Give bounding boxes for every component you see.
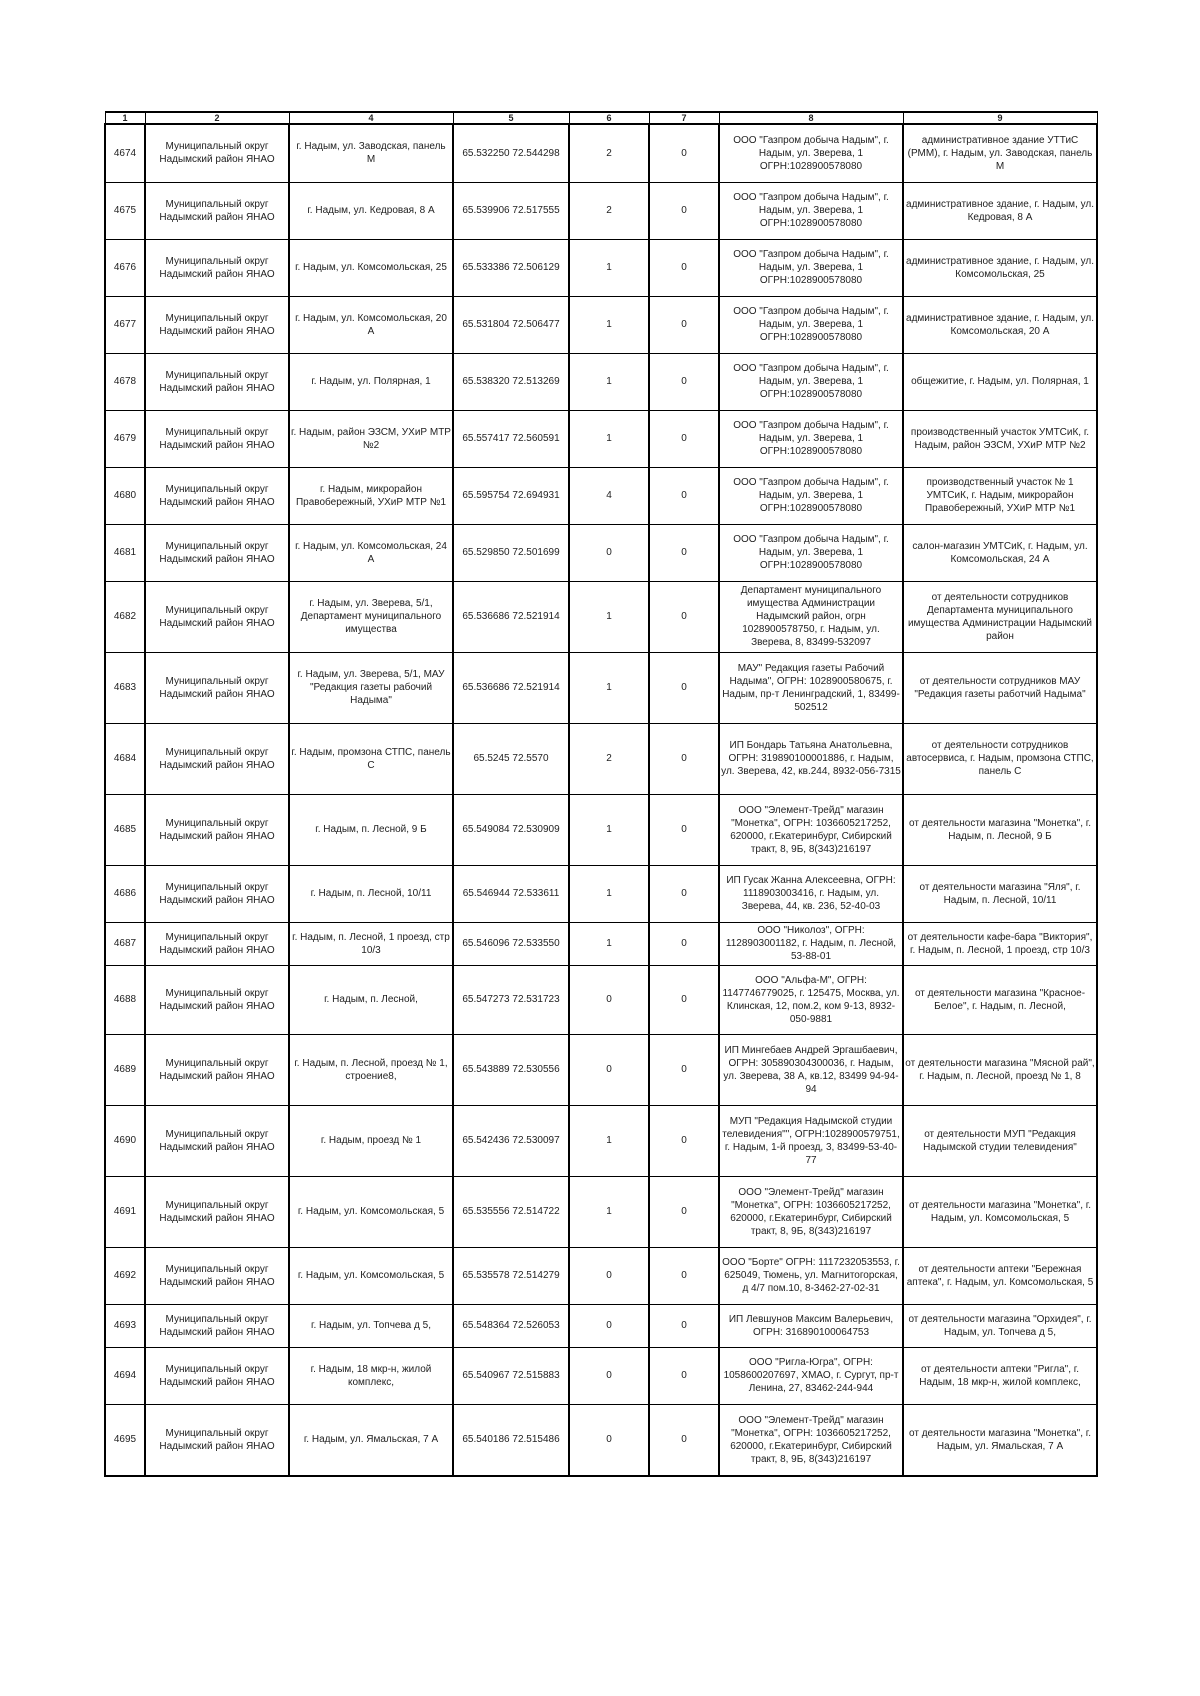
col-header-6: 6 xyxy=(569,112,649,124)
cell-address: г. Надым, ул. Комсомольская, 25 xyxy=(289,239,453,296)
cell-coordinates: 65.536686 72.521914 xyxy=(453,652,569,723)
cell-address: г. Надым, микрорайон Правобережный, УХиР МТР №1 xyxy=(289,467,453,524)
cell-col7: 0 xyxy=(649,239,719,296)
cell-district: Муниципальный округ Надымский район ЯНАО xyxy=(145,524,289,581)
cell-col7: 0 xyxy=(649,296,719,353)
cell-col7: 0 xyxy=(649,182,719,239)
cell-col7: 0 xyxy=(649,467,719,524)
table-row xyxy=(105,182,1097,239)
cell-source: от деятельности магазина "Яля", г. Надым, п. Лесной, 10/11 xyxy=(903,865,1097,922)
table-body xyxy=(105,124,1097,1476)
cell-number: 4684 xyxy=(105,723,145,794)
cell-source: от деятельности магазина "Монетка", г. Надым, ул. Комсомольская, 5 xyxy=(903,1176,1097,1247)
cell-number: 4695 xyxy=(105,1404,145,1476)
cell-col7: 0 xyxy=(649,794,719,865)
cell-district: Муниципальный округ Надымский район ЯНАО xyxy=(145,1247,289,1304)
cell-col6: 1 xyxy=(569,865,649,922)
table-row xyxy=(105,581,1097,652)
cell-address: г. Надым, п. Лесной, проезд № 1, строение8, xyxy=(289,1034,453,1105)
cell-number: 4688 xyxy=(105,965,145,1034)
table-row xyxy=(105,652,1097,723)
cell-owner: МУП "Редакция Надымской студии телевидения"", ОГРН:1028900579751, г. Надым, 1-й проезд, 3, 83499-53-40-77 xyxy=(719,1105,903,1176)
cell-col7: 0 xyxy=(649,1304,719,1347)
cell-district: Муниципальный округ Надымский район ЯНАО xyxy=(145,1347,289,1404)
cell-number: 4689 xyxy=(105,1034,145,1105)
cell-coordinates: 65.529850 72.501699 xyxy=(453,524,569,581)
cell-coordinates: 65.548364 72.526053 xyxy=(453,1304,569,1347)
col-header-9: 9 xyxy=(903,112,1097,124)
table-row xyxy=(105,794,1097,865)
table-row xyxy=(105,1176,1097,1247)
cell-coordinates: 65.547273 72.531723 xyxy=(453,965,569,1034)
cell-owner: ООО "Газпром добыча Надым", г. Надым, ул. Зверева, 1 ОГРН:1028900578080 xyxy=(719,410,903,467)
cell-address: г. Надым, ул. Комсомольская, 5 xyxy=(289,1176,453,1247)
cell-coordinates: 65.557417 72.560591 xyxy=(453,410,569,467)
cell-col6: 1 xyxy=(569,581,649,652)
cell-source: административное здание, г. Надым, ул. Комсомольская, 20 А xyxy=(903,296,1097,353)
cell-source: от деятельности сотрудников МАУ "Редакция газеты работчий Надыма" xyxy=(903,652,1097,723)
cell-address: г. Надым, ул. Заводская, панель М xyxy=(289,124,453,182)
table-row xyxy=(105,1347,1097,1404)
cell-col6: 0 xyxy=(569,1347,649,1404)
cell-owner: ИП Левшунов Максим Валерьевич, ОГРН: 316890100064753 xyxy=(719,1304,903,1347)
cell-col7: 0 xyxy=(649,1034,719,1105)
table-header xyxy=(105,112,1097,124)
cell-district: Муниципальный округ Надымский район ЯНАО xyxy=(145,1034,289,1105)
col-header-5: 5 xyxy=(453,112,569,124)
table-row xyxy=(105,1105,1097,1176)
table-row xyxy=(105,723,1097,794)
cell-source: производственный участок УМТСиК, г. Надым, район ЭЗСМ, УХиР МТР №2 xyxy=(903,410,1097,467)
cell-number: 4680 xyxy=(105,467,145,524)
cell-source: от деятельности сотрудников автосервиса, г. Надым, промзона СТПС, панель С xyxy=(903,723,1097,794)
cell-owner: ИП Бондарь Татьяна Анатольевна, ОГРН: 319890100001886, г. Надым, ул. Зверева, 42, кв.244, 8932-056-7315 xyxy=(719,723,903,794)
cell-coordinates: 65.538320 72.513269 xyxy=(453,353,569,410)
cell-source: от деятельности магазина "Мясной рай", г. Надым, п. Лесной, проезд № 1, 8 xyxy=(903,1034,1097,1105)
cell-col6: 1 xyxy=(569,353,649,410)
cell-number: 4690 xyxy=(105,1105,145,1176)
cell-owner: ИП Гусак Жанна Алексеевна, ОГРН: 1118903003416, г. Надым, ул. Зверева, 44, кв. 236, 52-40-03 xyxy=(719,865,903,922)
cell-district: Муниципальный округ Надымский район ЯНАО xyxy=(145,581,289,652)
cell-district: Муниципальный округ Надымский район ЯНАО xyxy=(145,239,289,296)
cell-district: Муниципальный округ Надымский район ЯНАО xyxy=(145,723,289,794)
cell-district: Муниципальный округ Надымский район ЯНАО xyxy=(145,124,289,182)
cell-col6: 2 xyxy=(569,182,649,239)
cell-col6: 1 xyxy=(569,239,649,296)
cell-col6: 1 xyxy=(569,652,649,723)
cell-coordinates: 65.546944 72.533611 xyxy=(453,865,569,922)
cell-number: 4686 xyxy=(105,865,145,922)
cell-coordinates: 65.595754 72.694931 xyxy=(453,467,569,524)
cell-owner: ООО "Газпром добыча Надым", г. Надым, ул. Зверева, 1 ОГРН:1028900578080 xyxy=(719,353,903,410)
cell-owner: ООО "Газпром добыча Надым", г. Надым, ул. Зверева, 1 ОГРН:1028900578080 xyxy=(719,124,903,182)
cell-owner: ООО "Ригла-Югра", ОГРН: 1058600207697, ХМАО, г. Сургут, пр-т Ленина, 27, 83462-244-944 xyxy=(719,1347,903,1404)
cell-owner: ООО "Элемент-Трейд" магазин "Монетка", ОГРН: 1036605217252, 620000, г.Екатеринбург, Сибирский тракт, 8, 9Б, 8(343)216197 xyxy=(719,1176,903,1247)
cell-coordinates: 65.535556 72.514722 xyxy=(453,1176,569,1247)
cell-owner: ООО "Борте" ОГРН: 1117232053553, г. 625049, Тюмень, ул. Магнитогорская, д 4/7 пом.10, 8-3462-27-02-31 xyxy=(719,1247,903,1304)
table-row xyxy=(105,1404,1097,1476)
cell-col6: 2 xyxy=(569,723,649,794)
cell-coordinates: 65.540967 72.515883 xyxy=(453,1347,569,1404)
cell-address: г. Надым, 18 мкр-н, жилой комплекс, xyxy=(289,1347,453,1404)
cell-col6: 0 xyxy=(569,1034,649,1105)
table-row xyxy=(105,1247,1097,1304)
cell-source: от деятельности кафе-бара "Виктория", г. Надым, п. Лесной, 1 проезд, стр 10/3 xyxy=(903,922,1097,965)
cell-coordinates: 65.5245 72.5570 xyxy=(453,723,569,794)
cell-address: г. Надым, ул. Ямальская, 7 А xyxy=(289,1404,453,1476)
header-row xyxy=(105,112,1097,124)
cell-number: 4677 xyxy=(105,296,145,353)
cell-district: Муниципальный округ Надымский район ЯНАО xyxy=(145,1105,289,1176)
cell-number: 4694 xyxy=(105,1347,145,1404)
cell-district: Муниципальный округ Надымский район ЯНАО xyxy=(145,1404,289,1476)
cell-district: Муниципальный округ Надымский район ЯНАО xyxy=(145,865,289,922)
cell-col6: 1 xyxy=(569,794,649,865)
cell-owner: ООО "Газпром добыча Надым", г. Надым, ул. Зверева, 1 ОГРН:1028900578080 xyxy=(719,467,903,524)
cell-source: от деятельности аптеки "Бережная аптека", г. Надым, ул. Комсомольская, 5 xyxy=(903,1247,1097,1304)
cell-owner: ООО "Элемент-Трейд" магазин "Монетка", ОГРН: 1036605217252, 620000, г.Екатеринбург, Сибирский тракт, 8, 9Б, 8(343)216197 xyxy=(719,1404,903,1476)
cell-address: г. Надым, проезд № 1 xyxy=(289,1105,453,1176)
cell-owner: ООО "Альфа-М", ОГРН: 1147746779025, г. 125475, Москва, ул. Клинская, 12, пом.2, ком 9-13, 8932-050-9881 xyxy=(719,965,903,1034)
table-row xyxy=(105,296,1097,353)
cell-col7: 0 xyxy=(649,652,719,723)
cell-coordinates: 65.536686 72.521914 xyxy=(453,581,569,652)
cell-coordinates: 65.531804 72.506477 xyxy=(453,296,569,353)
col-header-2: 2 xyxy=(145,112,289,124)
cell-coordinates: 65.540186 72.515486 xyxy=(453,1404,569,1476)
table-row xyxy=(105,467,1097,524)
cell-owner: ООО "Газпром добыча Надым", г. Надым, ул. Зверева, 1 ОГРН:1028900578080 xyxy=(719,182,903,239)
cell-col7: 0 xyxy=(649,1176,719,1247)
cell-col6: 0 xyxy=(569,1404,649,1476)
cell-number: 4674 xyxy=(105,124,145,182)
cell-col6: 0 xyxy=(569,1247,649,1304)
cell-number: 4678 xyxy=(105,353,145,410)
cell-col6: 0 xyxy=(569,965,649,1034)
cell-col7: 0 xyxy=(649,1347,719,1404)
cell-coordinates: 65.539906 72.517555 xyxy=(453,182,569,239)
cell-number: 4687 xyxy=(105,922,145,965)
table-row xyxy=(105,865,1097,922)
col-header-4: 4 xyxy=(289,112,453,124)
cell-number: 4685 xyxy=(105,794,145,865)
cell-source: административное здание, г. Надым, ул. Кедровая, 8 А xyxy=(903,182,1097,239)
cell-address: г. Надым, п. Лесной, 9 Б xyxy=(289,794,453,865)
cell-owner: ООО "Газпром добыча Надым", г. Надым, ул. Зверева, 1 ОГРН:1028900578080 xyxy=(719,239,903,296)
table-row xyxy=(105,922,1097,965)
cell-owner: ООО "Николоз", ОГРН: 1128903001182, г. Надым, п. Лесной, 53-88-01 xyxy=(719,922,903,965)
cell-district: Муниципальный округ Надымский район ЯНАО xyxy=(145,922,289,965)
cell-col7: 0 xyxy=(649,1247,719,1304)
cell-coordinates: 65.546096 72.533550 xyxy=(453,922,569,965)
cell-col7: 0 xyxy=(649,865,719,922)
cell-address: г. Надым, ул. Топчева д 5, xyxy=(289,1304,453,1347)
col-header-7: 7 xyxy=(649,112,719,124)
cell-col7: 0 xyxy=(649,1105,719,1176)
cell-col6: 2 xyxy=(569,124,649,182)
table-row xyxy=(105,1034,1097,1105)
cell-address: г. Надым, промзона СТПС, панель С xyxy=(289,723,453,794)
col-header-1: 1 xyxy=(105,112,145,124)
cell-number: 4693 xyxy=(105,1304,145,1347)
cell-col7: 0 xyxy=(649,965,719,1034)
cell-source: производственный участок № 1 УМТСиК, г. Надым, микрорайон Правобережный, УХиР МТР №1 xyxy=(903,467,1097,524)
cell-col7: 0 xyxy=(649,922,719,965)
cell-number: 4682 xyxy=(105,581,145,652)
cell-col6: 1 xyxy=(569,1176,649,1247)
cell-owner: МАУ" Редакция газеты Рабочий Надыма", ОГРН: 1028900580675, г. Надым, пр-т Ленинградский, 1, 83499-502512 xyxy=(719,652,903,723)
cell-district: Муниципальный округ Надымский район ЯНАО xyxy=(145,353,289,410)
cell-source: от деятельности МУП "Редакция Надымской студии телевидения" xyxy=(903,1105,1097,1176)
cell-district: Муниципальный округ Надымский район ЯНАО xyxy=(145,965,289,1034)
cell-coordinates: 65.542436 72.530097 xyxy=(453,1105,569,1176)
cell-source: от деятельности магазина "Монетка", г. Надым, ул. Ямальская, 7 А xyxy=(903,1404,1097,1476)
cell-district: Муниципальный округ Надымский район ЯНАО xyxy=(145,652,289,723)
table-row xyxy=(105,410,1097,467)
cell-district: Муниципальный округ Надымский район ЯНАО xyxy=(145,794,289,865)
table-row xyxy=(105,524,1097,581)
cell-col6: 1 xyxy=(569,410,649,467)
cell-address: г. Надым, п. Лесной, xyxy=(289,965,453,1034)
cell-col7: 0 xyxy=(649,410,719,467)
cell-owner: Департамент муниципального имущества Администрации Надымский район, огрн 1028900578750, г. Надым, ул. Зверева, 8, 83499-532097 xyxy=(719,581,903,652)
cell-district: Муниципальный округ Надымский район ЯНАО xyxy=(145,1176,289,1247)
table-row xyxy=(105,353,1097,410)
cell-col7: 0 xyxy=(649,723,719,794)
cell-address: г. Надым, ул. Комсомольская, 5 xyxy=(289,1247,453,1304)
cell-owner: ИП Мингебаев Андрей Эргашбаевич, ОГРН: 305890304300036, г. Надым, ул. Зверева, 38 А, кв.12, 83499 94-94-94 xyxy=(719,1034,903,1105)
cell-coordinates: 65.543889 72.530556 xyxy=(453,1034,569,1105)
cell-col7: 0 xyxy=(649,581,719,652)
cell-address: г. Надым, ул. Зверева, 5/1, Департамент муниципального имущества xyxy=(289,581,453,652)
cell-col6: 1 xyxy=(569,1105,649,1176)
cell-col7: 0 xyxy=(649,524,719,581)
cell-number: 4679 xyxy=(105,410,145,467)
cell-coordinates: 65.532250 72.544298 xyxy=(453,124,569,182)
cell-address: г. Надым, ул. Комсомольская, 24 А xyxy=(289,524,453,581)
cell-col6: 0 xyxy=(569,524,649,581)
cell-district: Муниципальный округ Надымский район ЯНАО xyxy=(145,410,289,467)
cell-number: 4681 xyxy=(105,524,145,581)
cell-source: салон-магазин УМТСиК, г. Надым, ул. Комсомольская, 24 А xyxy=(903,524,1097,581)
cell-col6: 4 xyxy=(569,467,649,524)
cell-address: г. Надым, п. Лесной, 1 проезд, стр 10/3 xyxy=(289,922,453,965)
table-row xyxy=(105,965,1097,1034)
cell-district: Муниципальный округ Надымский район ЯНАО xyxy=(145,1304,289,1347)
cell-district: Муниципальный округ Надымский район ЯНАО xyxy=(145,296,289,353)
cell-source: от деятельности сотрудников Департамента муниципального имущества Администрации Надымский район xyxy=(903,581,1097,652)
cell-number: 4691 xyxy=(105,1176,145,1247)
cell-number: 4692 xyxy=(105,1247,145,1304)
cell-address: г. Надым, ул. Комсомольская, 20 А xyxy=(289,296,453,353)
cell-col7: 0 xyxy=(649,353,719,410)
table-row xyxy=(105,239,1097,296)
cell-col6: 1 xyxy=(569,296,649,353)
cell-col6: 0 xyxy=(569,1304,649,1347)
cell-col7: 0 xyxy=(649,1404,719,1476)
cell-owner: ООО "Элемент-Трейд" магазин "Монетка", ОГРН: 1036605217252, 620000, г.Екатеринбург, Сибирский тракт, 8, 9Б, 8(343)216197 xyxy=(719,794,903,865)
cell-address: г. Надым, ул. Зверева, 5/1, МАУ "Редакция газеты рабочий Надыма" xyxy=(289,652,453,723)
cell-address: г. Надым, п. Лесной, 10/11 xyxy=(289,865,453,922)
cell-number: 4683 xyxy=(105,652,145,723)
cell-address: г. Надым, ул. Полярная, 1 xyxy=(289,353,453,410)
cell-number: 4675 xyxy=(105,182,145,239)
cell-number: 4676 xyxy=(105,239,145,296)
cell-coordinates: 65.549084 72.530909 xyxy=(453,794,569,865)
cell-address: г. Надым, ул. Кедровая, 8 А xyxy=(289,182,453,239)
table-row xyxy=(105,124,1097,182)
col-header-8: 8 xyxy=(719,112,903,124)
cell-coordinates: 65.533386 72.506129 xyxy=(453,239,569,296)
cell-source: административное здание УТТиС (РММ), г. Надым, ул. Заводская, панель М xyxy=(903,124,1097,182)
cell-source: от деятельности магазина "Красное-Белое", г. Надым, п. Лесной, xyxy=(903,965,1097,1034)
registry-table xyxy=(104,111,1098,1477)
cell-source: от деятельности магазина "Орхидея", г. Надым, ул. Топчева д 5, xyxy=(903,1304,1097,1347)
table-row xyxy=(105,1304,1097,1347)
cell-district: Муниципальный округ Надымский район ЯНАО xyxy=(145,467,289,524)
cell-coordinates: 65.535578 72.514279 xyxy=(453,1247,569,1304)
cell-col6: 1 xyxy=(569,922,649,965)
cell-source: административное здание, г. Надым, ул. Комсомольская, 25 xyxy=(903,239,1097,296)
cell-source: общежитие, г. Надым, ул. Полярная, 1 xyxy=(903,353,1097,410)
cell-owner: ООО "Газпром добыча Надым", г. Надым, ул. Зверева, 1 ОГРН:1028900578080 xyxy=(719,524,903,581)
cell-col7: 0 xyxy=(649,124,719,182)
cell-owner: ООО "Газпром добыча Надым", г. Надым, ул. Зверева, 1 ОГРН:1028900578080 xyxy=(719,296,903,353)
cell-source: от деятельности аптеки "Ригла", г. Надым, 18 мкр-н, жилой комплекс, xyxy=(903,1347,1097,1404)
cell-source: от деятельности магазина "Монетка", г. Надым, п. Лесной, 9 Б xyxy=(903,794,1097,865)
cell-address: г. Надым, район ЭЗСМ, УХиР МТР №2 xyxy=(289,410,453,467)
cell-district: Муниципальный округ Надымский район ЯНАО xyxy=(145,182,289,239)
